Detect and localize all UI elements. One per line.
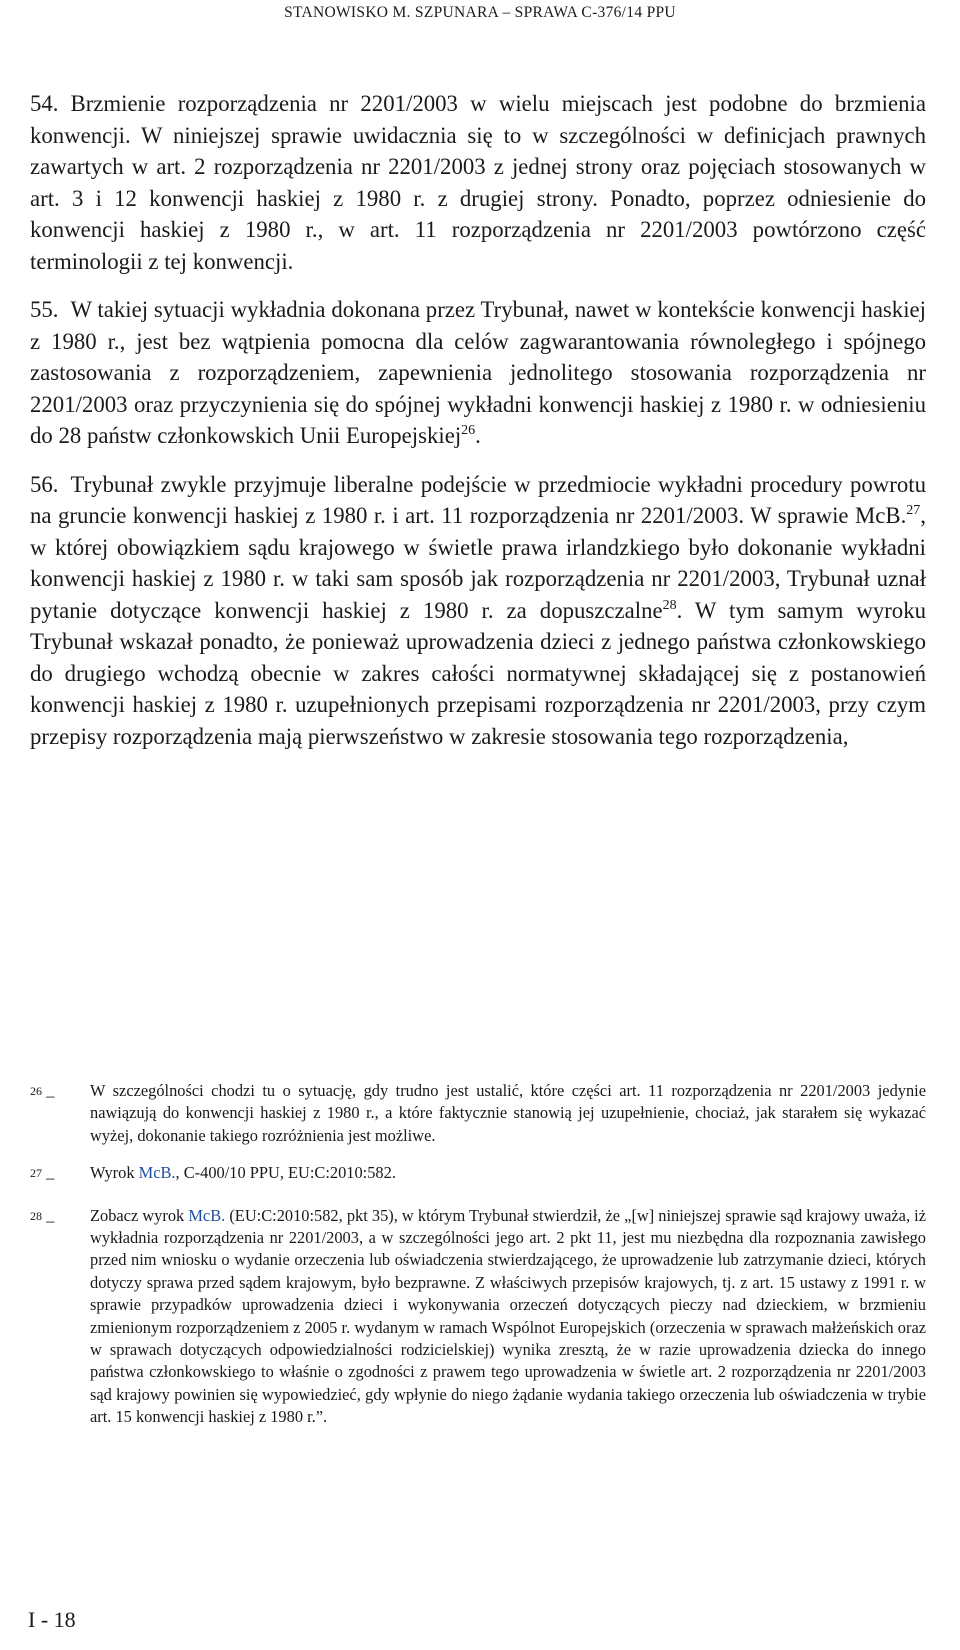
- footnotes: [30, 1080, 926, 1444]
- footnote-mark: $^{28}$ –: [30, 1208, 55, 1230]
- running-header: STANOWISKO M. SZPUNARA – SPRAWA C-376/14 PPU: [284, 4, 676, 21]
- footnote-ref-27[interactable]: 27: [906, 503, 921, 518]
- main-text: [30, 88, 926, 769]
- paragraph-54: [30, 88, 926, 277]
- footnote-mark: $^{27}$ –: [30, 1166, 55, 1188]
- paragraph-55: [30, 294, 926, 452]
- paragraph-text: Brzmienie rozporządzenia nr 2201/2003 w wielu miejscach jest podobne do brzmienia konwencji. W niniejszej sprawie uwidacznia się to w szczególności w definicjach prawnych zawartych w art. 2 rozporządzenia nr 2201/2003 z jednej strony oraz pojęciach stosowanych w art. 3 i 12 konwencji haskiej z 1980 r. z drugiej strony. Ponadto, poprzez odniesienie do konwencji haskiej z 1980 r., w art. 11 rozporządzenia nr 2201/2003 powtórzono część terminologii z tej konwencji.: [30, 91, 926, 274]
- footnote-ref-26[interactable]: 26: [461, 423, 476, 438]
- case-link-mcb[interactable]: McB.: [188, 1205, 226, 1225]
- footnote-ref-28[interactable]: 28: [662, 597, 677, 613]
- page-number: I - 18: [28, 1607, 76, 1632]
- paragraph-number: 54.: [30, 91, 59, 116]
- paragraph-text: , w której obowiązkiem sądu krajowego w świetle prawa irlandzkiego było dokonanie wykładni konwencji haskiej z 1980 r. w taki sam sposób jak rozporządzenia nr 2201/2003, Trybunał uznał pytanie dotyczące konwencji haskiej z 1980 r. za dopuszczalne: [30, 503, 926, 623]
- paragraph-number: 55.: [30, 297, 59, 322]
- paragraph-text: Trybunał zwykle przyjmuje liberalne podejście w przedmiocie wykładni procedury powrotu na gruncie konwencji haskiej z 1980 r. i art. 11 rozporządzenia nr 2201/2003. W sprawie McB.: [30, 471, 926, 528]
- paragraph-text: W takiej sytuacji wykładnia dokonana przez Trybunał, nawet w kontekście konwencji haskiej z 1980 r., jest bez wątpienia pomocna dla celów zagwarantowania równoległego i spójnego zastosowania z rozporządzeniem, zapewnienia jednolitego stosowania rozporządzenia nr 2201/2003 oraz przyczynienia się do spójnej wykładni konwencji haskiej z 1980 r. w odniesieniu do 28 państw członkowskich Unii Europejskiej: [30, 297, 926, 448]
- footnote-27: [30, 1162, 926, 1189]
- case-link-mcb[interactable]: McB.: [138, 1163, 176, 1183]
- paragraph-56: [30, 469, 926, 753]
- paragraph-text-end: .: [475, 423, 481, 448]
- footnote-mark: $^{26}$ –: [30, 1084, 55, 1105]
- footnote-26: [30, 1080, 926, 1147]
- footnote-text: Zobacz wyrok McB. (EU:C:2010:582, pkt 35), w którym Trybunał stwierdził, że „[w] niniejszej sprawie sąd krajowy uważa, iż wykładnia rozporządzenia nr 2201/2003, a w szczególności jego art. 2 pkt 11, jest mu niezbędna dla rozpoznania zawisłego przed nim wniosku o wydanie orzeczenia lub oświadczenia stwierdzającego, że uprowadzenie lub zatrzymanie dzieci, których dotyczy sprawa przed sądem krajowym, było bezprawne. Z właściwych przepisów krajowych, tj. z art. 15 ustawy z 1991 r. w sprawie przypadków uprowadzenia dzieci i wykonywania orzeczeń dotyczących pieczy nad dzieckiem, w brzmieniu zmienionym rozporządzeniem z 2005 r. wydanym w ramach Wspólnot Europejskich (orzeczenia w sprawach małżeńskich oraz w sprawach dotyczących odpowiedzialności rodzicielskiej) wynika zresztą, że w razie uprowadzenia dziecka do innego państwa członkowskiego to właśnie o zgodności z prawem tego uprowadzenia w świetle art. 2 rozporządzenia nr 2201/2003 sąd krajowy powinien się wypowiedzieć, gdy wpłynie do niego żądanie wydania takiego orzeczenia lub oświadczenia w trybie art. 15 konwencji haskiej z 1980 r.”.: [90, 1205, 926, 1427]
- footnote-28: [30, 1205, 926, 1429]
- footnote-text: W szczególności chodzi tu o sytuację, gdy trudno jest ustalić, które części art. 11 rozporządzenia nr 2201/2003 jedynie nawiązują do konwencji haskiej z 1980 r., a które faktycznie stanowią jej uzupełnienie, chociaż, jak starałem się wykazać wyżej, dokonanie takiego rozróżnienia jest możliwe.: [90, 1081, 926, 1145]
- paragraph-text: . W tym samym wyroku Trybunał wskazał ponadto, że ponieważ uprowadzenia dzieci z jednego państwa członkowskiego do drugiego wchodzą obecnie w zakres całości normatywnej składającej się z postanowień konwencji haskiej z 1980 r. uzupełnionych przepisami rozporządzenia nr 2201/2003, przy czym przepisy rozporządzenia mają pierwszeństwo w zakresie stosowania tego rozporządzenia,: [30, 597, 927, 749]
- footnote-text: Wyrok McB., C-400/10 PPU, EU:C:2010:582.: [90, 1163, 396, 1183]
- paragraph-number: 56.: [30, 471, 59, 497]
